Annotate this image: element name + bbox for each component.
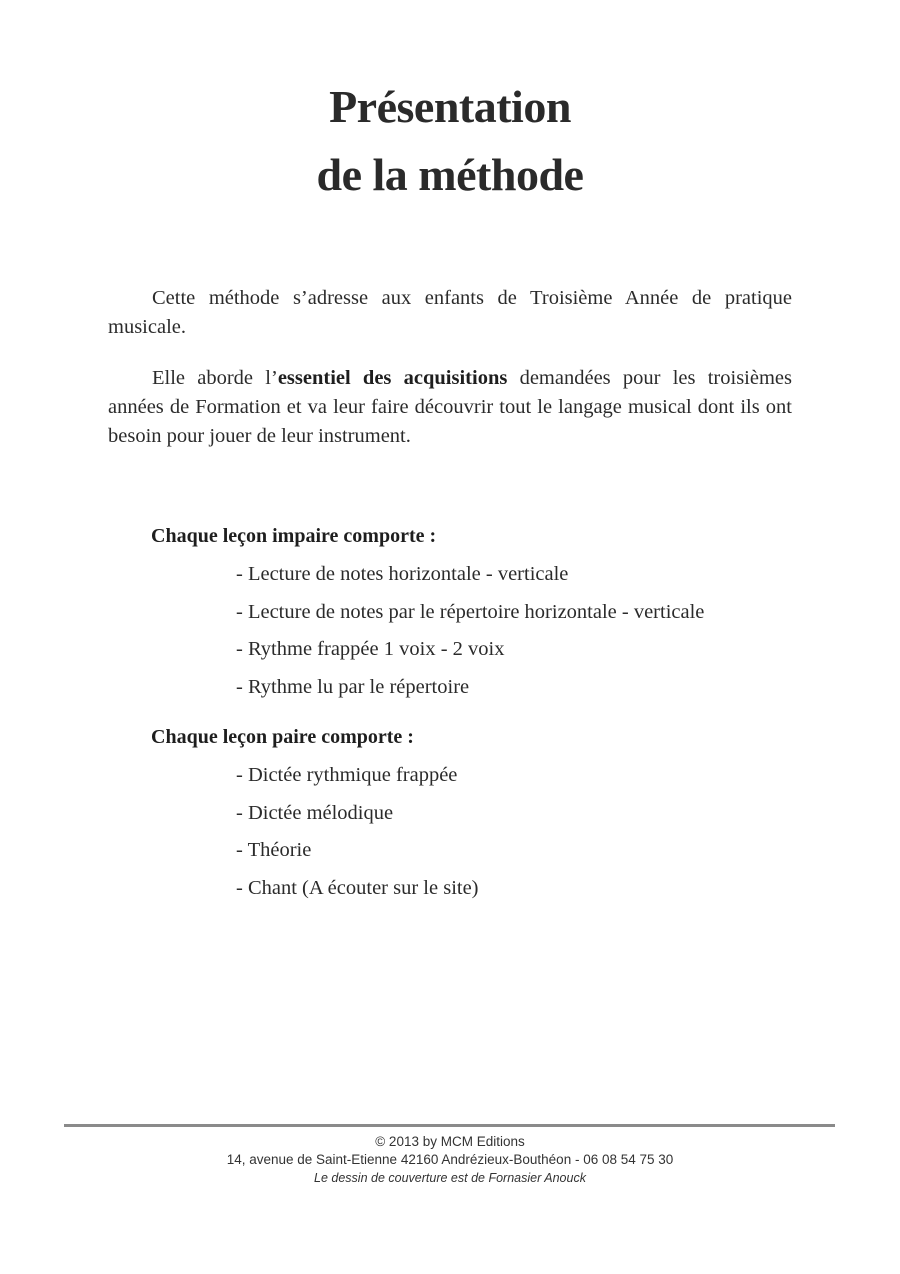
intro-paragraph-2-start: Elle aborde l’ <box>152 367 278 389</box>
odd-lessons-heading: Chaque leçon impaire comporte : <box>151 525 437 547</box>
list-item: - Chant (A écouter sur le site) <box>236 876 479 899</box>
list-item: - Lecture de notes horizontale - verticale <box>236 563 569 585</box>
even-lessons-heading: Chaque leçon paire comporte : <box>151 726 414 748</box>
odd-lessons-list <box>236 560 704 710</box>
list-item: - Lecture de notes par le répertoire horizontale - verticale <box>236 600 705 623</box>
footer-address: 14, avenue de Saint-Etienne 42160 Andrézieux-Bouthéon - 06 08 54 75 30 <box>226 1152 674 1167</box>
list-item: - Rythme lu par le répertoire <box>236 675 470 698</box>
list-item: - Rythme frappée 1 voix - 2 voix <box>236 638 505 660</box>
list-item: - Dictée rythmique frappée <box>236 764 458 786</box>
list-item: - Théorie <box>236 839 312 861</box>
intro-paragraph-1: Cette méthode s’adresse aux enfants de Troisième Année de pratique musicale. <box>108 287 792 338</box>
page-title-line-2: de la méthode <box>316 149 584 200</box>
footer <box>0 1133 900 1187</box>
list-item: - Dictée mélodique <box>236 801 394 824</box>
footer-cover-credit: Le dessin de couverture est de Fornasier Anouck <box>314 1171 586 1185</box>
footer-divider <box>64 1124 835 1127</box>
intro-paragraph-2-end: demandées pour les troisièmes années de Formation et va leur faire découvrir tout le langage musical dont ils ont besoin pour jouer de leur instrument. <box>108 367 792 447</box>
intro-paragraph-2-emphasis: essentiel des acquisitions <box>277 367 508 389</box>
even-lessons-list <box>236 761 479 911</box>
intro-paragraph-2 <box>108 364 792 451</box>
page-title-line-1: Présentation <box>329 81 571 132</box>
footer-copyright: © 2013 by MCM Editions <box>375 1134 525 1149</box>
